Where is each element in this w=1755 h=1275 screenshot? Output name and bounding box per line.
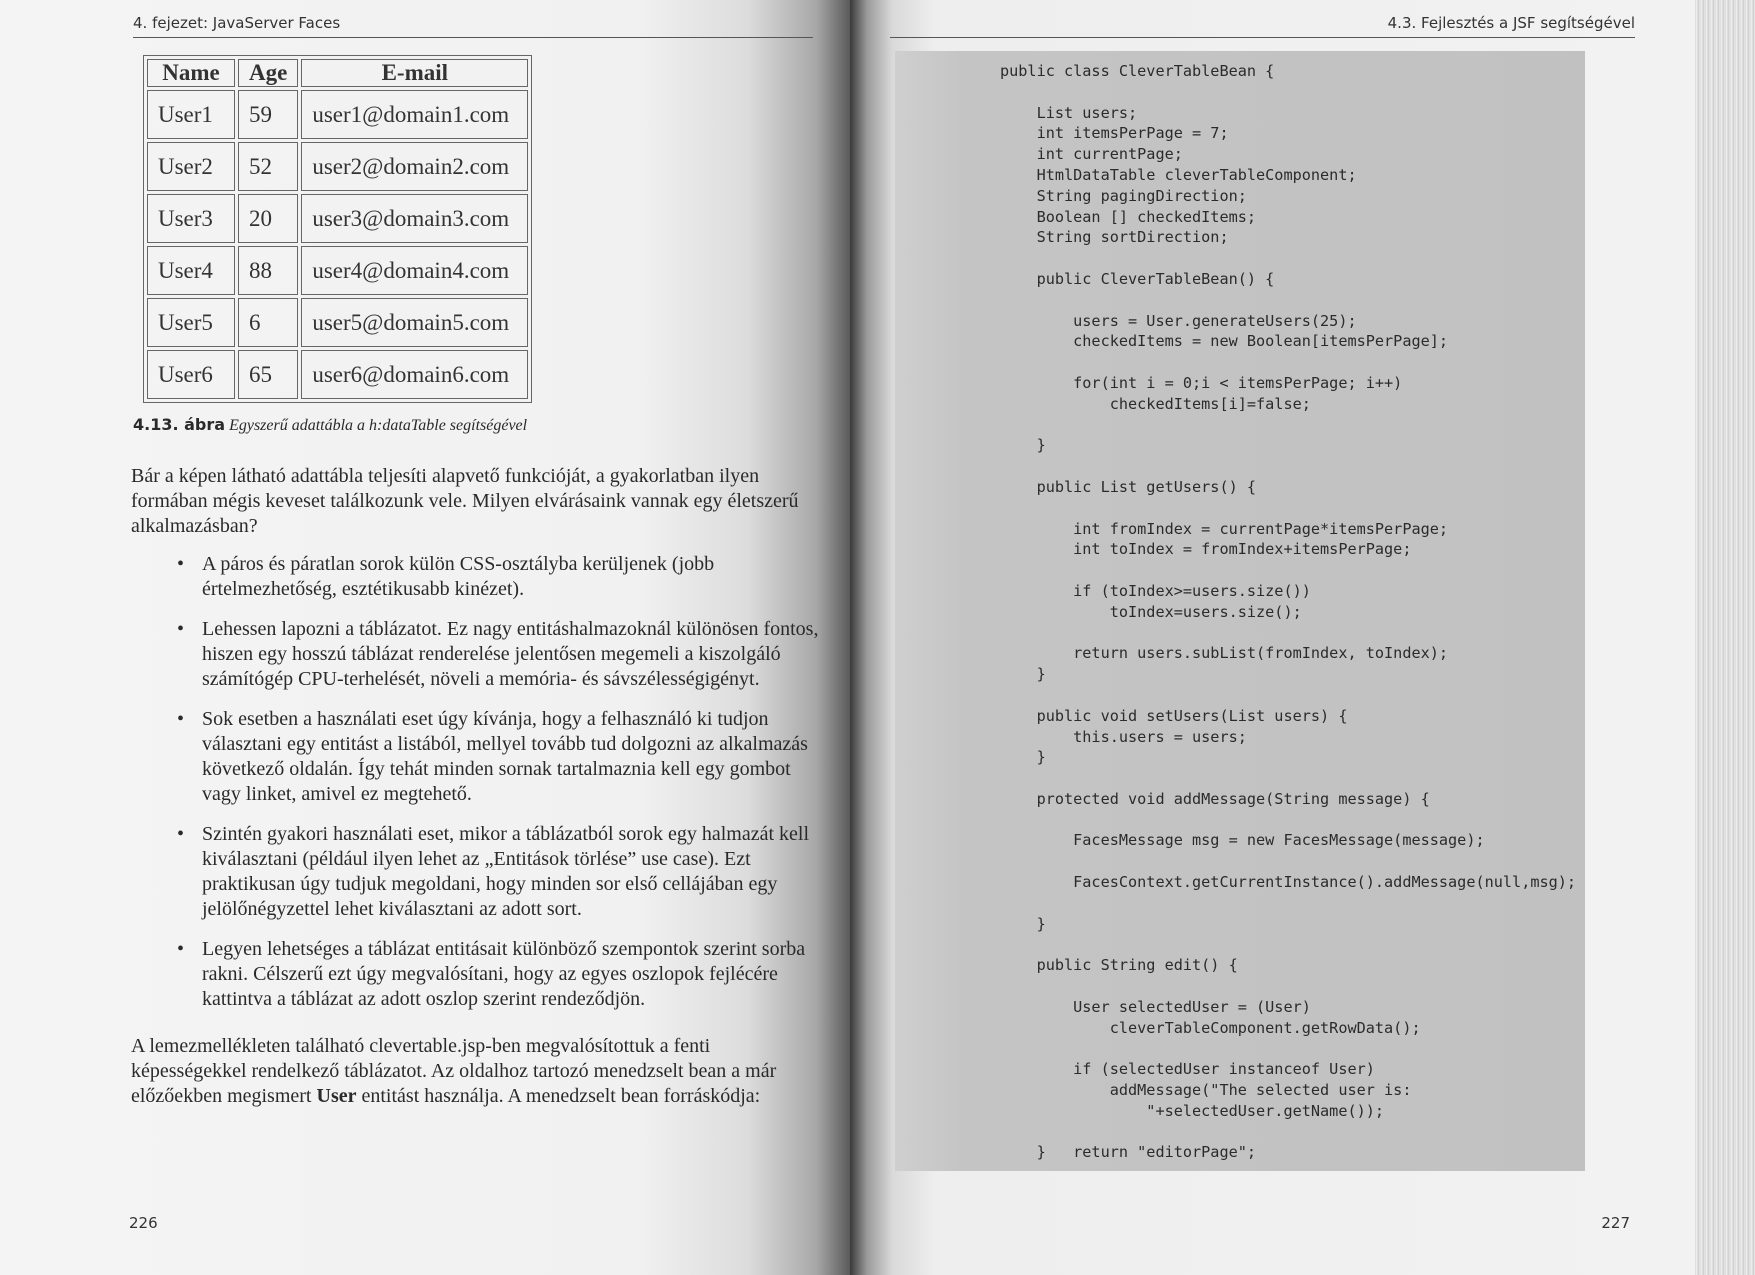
cell-age: 6 [238,298,298,347]
code-line [1000,498,1576,519]
code-line: } return "editorPage"; [1000,1143,1257,1162]
header-rule-right [890,37,1635,38]
code-line [1000,934,1576,955]
code-line: users = User.generateUsers(25); [1000,311,1357,330]
bullet-point: • [177,553,185,575]
closing-text-end: entitást használja. A menedzselt bean forráskódja: [356,1085,761,1107]
code-line: protected void addMessage(String message) { [1000,789,1430,808]
list-item [131,552,819,602]
cell-name: User1 [147,90,235,139]
list-item [131,707,819,807]
code-line: "+selectedUser.getName()); [1000,1101,1385,1120]
code-line: for(int i = 0;i < itemsPerPage; i++) [1000,373,1403,392]
figure-number: 4.13. ábra [133,415,226,434]
code-line: public CleverTableBean() { [1000,269,1275,288]
cell-name: User5 [147,298,235,347]
cell-age: 59 [238,90,298,139]
code-line: public void setUsers(List users) { [1000,706,1348,725]
figure-caption-text: Egyszerű adattábla a h:dataTable segítségével [229,417,528,434]
code-line: int currentPage; [1000,145,1183,164]
code-line: public String edit() { [1000,956,1238,975]
code-line: String pagingDirection; [1000,186,1247,205]
code-line: checkedItems = new Boolean[itemsPerPage]; [1000,332,1449,351]
code-line [1000,768,1576,789]
left-page [0,0,850,1275]
cell-name: User6 [147,350,235,399]
bullet-point: • [177,708,185,730]
code-line: int toIndex = fromIndex+itemsPerPage; [1000,540,1412,559]
bullet-point: • [177,618,185,640]
column-header-name: Name [147,59,235,87]
table-row [147,142,528,191]
table-row [147,90,528,139]
closing-paragraph [131,1034,821,1109]
list-item-text: Sok esetben a használati eset úgy kívánja, hogy a felhasználó ki tudjon választani egy entitást a listából, mellyel tovább tud dolgozni az alkalmazás következő oldalán. Így tehát minden sornak tartalmaznia kell egy gombot vagy linket, amivel ez megtehető. [202,708,808,805]
code-line [1000,1122,1576,1143]
code-line [1000,810,1576,831]
table-row [147,194,528,243]
code-line: } [1000,748,1046,767]
table-row [147,350,528,399]
code-line: if (selectedUser instanceof User) [1000,1060,1375,1079]
cell-name: User2 [147,142,235,191]
column-header-age: Age [238,59,298,87]
running-head-left: 4. fejezet: JavaServer Faces [133,14,341,32]
cell-email: user5@domain5.com [301,298,528,347]
column-header-email: E-mail [301,59,528,87]
code-line: int itemsPerPage = 7; [1000,124,1229,143]
code-line: FacesMessage msg = new FacesMessage(message); [1000,831,1485,850]
list-item [131,937,819,1012]
intro-paragraph: Bár a képen látható adattábla teljesíti alapvető funkcióját, a gyakorlatban ilyen formában mégis keveset találkozunk vele. Milyen elvárásaink vannak egy életszerű alkalmazásban? [131,465,799,537]
requirements-list [131,552,819,1027]
cell-age: 52 [238,142,298,191]
cell-email: user4@domain4.com [301,246,528,295]
code-line [1000,1038,1576,1059]
code-line: if (toIndex>=users.size()) [1000,581,1311,600]
cell-name: User3 [147,194,235,243]
code-line: } [1000,914,1046,933]
bullet-point: • [177,938,185,960]
figure-caption [133,415,527,435]
table-row [147,246,528,295]
cell-age: 65 [238,350,298,399]
cell-email: user2@domain2.com [301,142,528,191]
code-line: public class CleverTableBean { [1000,62,1275,80]
code-line: } [1000,436,1046,455]
code-line: return users.subList(fromIndex, toIndex); [1000,644,1449,663]
code-line: User selectedUser = (User) [1000,997,1311,1016]
code-line [1000,623,1576,644]
code-line: addMessage("The selected user is: [1000,1081,1412,1100]
users-data-table [143,55,532,403]
list-item-text: A páros és páratlan sorok külön CSS-osztályba kerüljenek (jobb értelmezhetőség, esztétikusabb kinézet). [202,553,715,600]
list-item [131,617,819,692]
code-line [1000,976,1576,997]
cell-email: user1@domain1.com [301,90,528,139]
code-line [1000,415,1576,436]
code-line: public List getUsers() { [1000,477,1257,496]
cell-age: 20 [238,194,298,243]
bullet-point: • [177,823,185,845]
code-line [1000,82,1576,103]
entity-name: User [316,1085,357,1107]
code-line [1000,685,1576,706]
list-item [131,822,819,922]
code-line [1000,290,1576,311]
code-line [1000,352,1576,373]
list-item-text: Szintén gyakori használati eset, mikor a táblázatból sorok egy halmazát kell kiválasztani (például ilyen lehet az „Entitások törlése” use case). Ezt praktikusan úgy tudjuk megoldani, hogy minden sor első cellájában egy jelölőnégyzettel lehet kiválasztani az adott sort. [202,823,810,920]
book-page-edges [1695,0,1755,1275]
code-line: Boolean [] checkedItems; [1000,207,1257,226]
code-line: checkedItems[i]=false; [1000,394,1311,413]
right-page [850,0,1695,1275]
header-rule-left [133,37,813,38]
cell-email: user3@domain3.com [301,194,528,243]
page-number-left: 226 [129,1214,158,1232]
list-item-text: Lehessen lapozni a táblázatot. Ez nagy entitáshalmazoknál különösen fontos, hiszen egy hosszú táblázat renderelése jelentősen megemeli a kiszolgáló számítógép CPU-terhelését, növeli a memória- és sávszélességigényt. [202,618,819,690]
code-line: int fromIndex = currentPage*itemsPerPage; [1000,519,1449,538]
code-line [1000,893,1576,914]
code-line: FacesContext.getCurrentInstance().addMessage(null,msg); [1000,873,1577,892]
code-line: List users; [1000,103,1138,122]
list-item-text: Legyen lehetséges a táblázat entitásait különböző szempontok szerint sorba rakni. Célszerű ezt úgy megvalósítani, hogy az egyes oszlopok fejlécére kattintva a táblázat az adott oszlop szerint rendeződjön. [202,938,806,1010]
code-line: HtmlDataTable cleverTableComponent; [1000,165,1357,184]
code-line [1000,851,1576,872]
code-listing [1000,61,1576,1163]
closing-text-start: A lemezmellékleten található clevertable.jsp-ben megvalósítottuk a fenti képességekkel rendelkező táblázatot. Az oldalhoz tartozó menedzselt bean a már előzőekben megismert [131,1035,777,1107]
code-line: } [1000,665,1046,684]
page-number-right: 227 [1601,1214,1630,1232]
code-line: cleverTableComponent.getRowData(); [1000,1018,1421,1037]
running-head-right: 4.3. Fejlesztés a JSF segítségével [1387,14,1635,32]
code-line: String sortDirection; [1000,228,1229,247]
cell-name: User4 [147,246,235,295]
code-listing-panel [895,51,1585,1171]
table-row [147,298,528,347]
cell-age: 88 [238,246,298,295]
code-line [1000,456,1576,477]
cell-email: user6@domain6.com [301,350,528,399]
code-line: this.users = users; [1000,727,1247,746]
code-line: toIndex=users.size(); [1000,602,1302,621]
code-line [1000,560,1576,581]
table-header-row [147,59,528,87]
code-line [1000,248,1576,269]
